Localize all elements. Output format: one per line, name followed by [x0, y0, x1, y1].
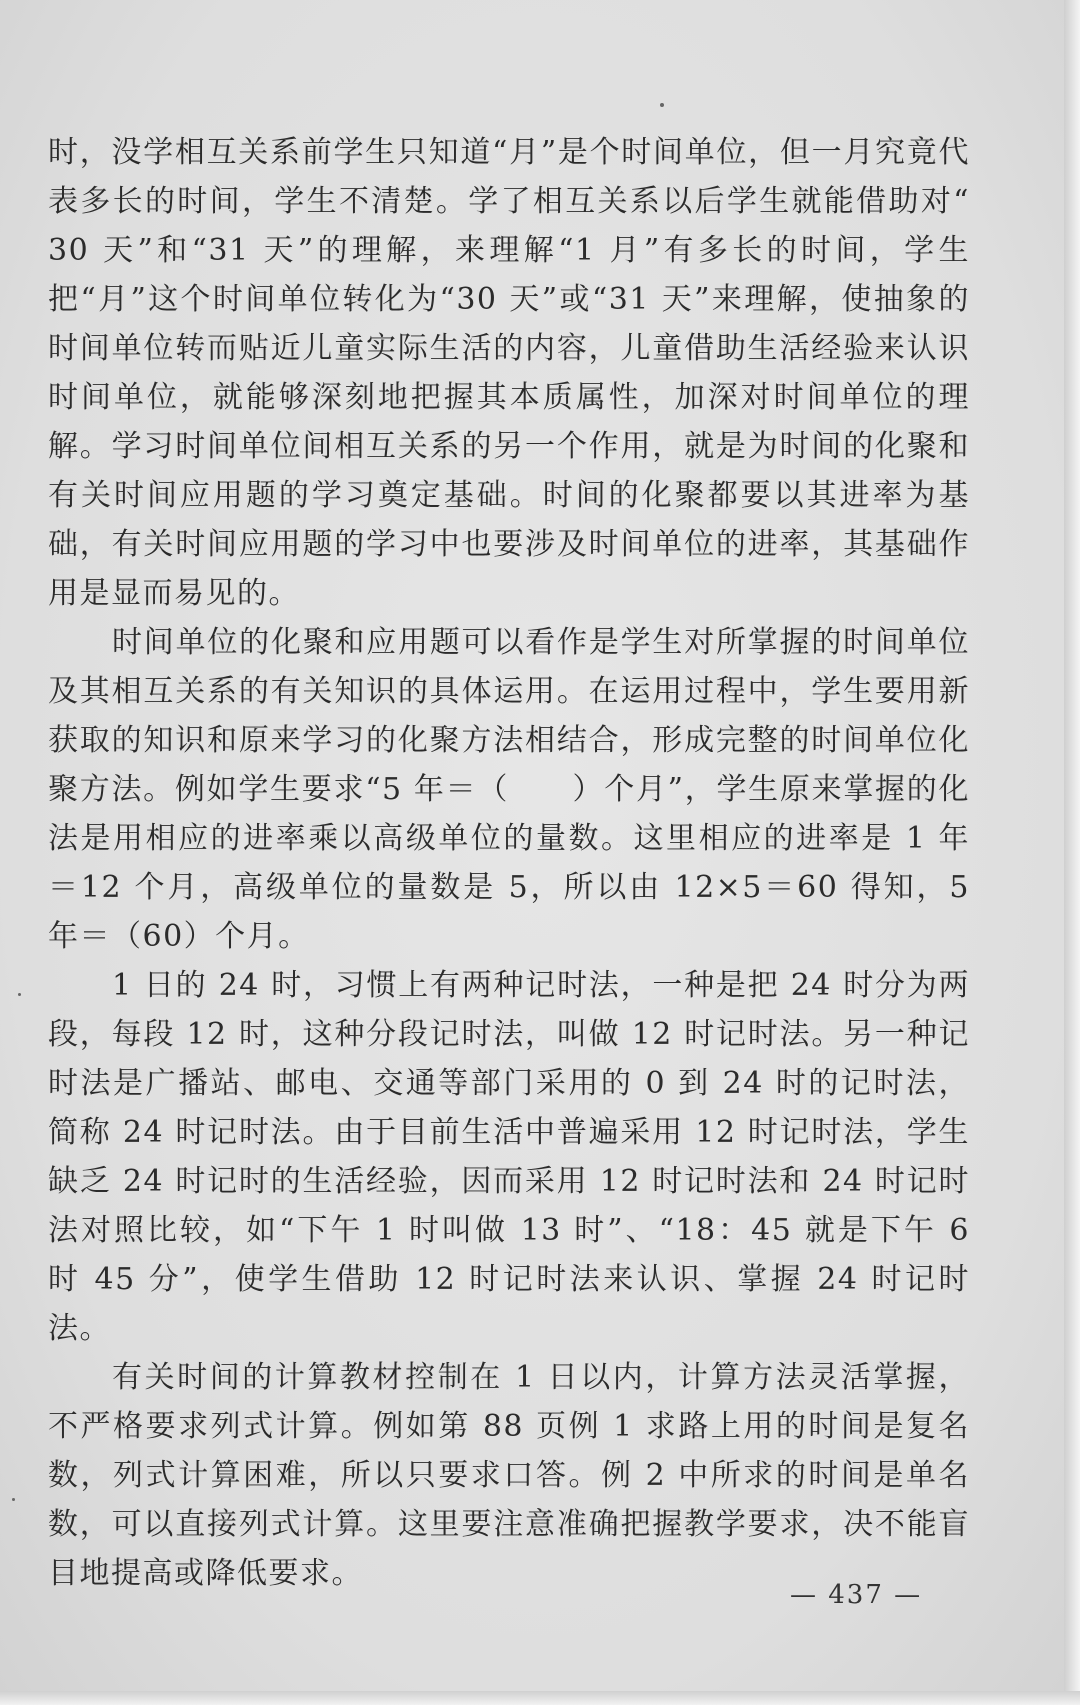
- paragraph-4: 有关时间的计算教材控制在 1 日以内，计算方法灵活掌握，不严格要求列式计算。例如第 88 页例 1 求路上用的时间是复名数，列式计算困难，所以只要求口答。例 2 中所求的时间是单名数，可以直接列式计算。这里要注意准确把握教学要求，决不能盲目地提高或降低要求。: [48, 1360, 970, 1591]
- page-edge-bottom: [0, 1691, 1080, 1705]
- print-speck: [18, 993, 21, 996]
- paragraph-2: 时间单位的化聚和应用题可以看作是学生对所掌握的时间单位及其相互关系的有关知识的具体运用。在运用过程中，学生要用新获取的知识和原来学习的化聚方法相结合，形成完整的时间单位化聚方法。例如学生要求“5 年＝（ ）个月”，学生原来掌握的化法是用相应的进率乘以高级单位的量数。这里相应的进率是 1 年＝12 个月，高级单位的量数是 5，所以由 12×5＝60 得知，5 年＝（60）个月。: [48, 625, 970, 954]
- page-edge-right: [1064, 0, 1080, 1705]
- body-text: [48, 128, 970, 1598]
- paragraph-1: 时，没学相互关系前学生只知道“月”是个时间单位，但一月究竟代表多长的时间，学生不清楚。学了相互关系以后学生就能借助对“ 30 天”和“31 天”的理解，来理解“1 月”有多长的时间，学生把“月”这个时间单位转化为“30 天”或“31 天”来理解，使抽象的时间单位转而贴近儿童实际生活的内容，儿童借助生活经验来认识时间单位，就能够深刻地把握其本质属性，加深对时间单位的理解。学习时间单位间相互关系的另一个作用，就是为时间的化聚和有关时间应用题的学习奠定基础。时间的化聚都要以其进率为基础，有关时间应用题的学习中也要涉及时间单位的进率，其基础作用是显而易见的。: [48, 135, 970, 611]
- page-number: — 437 —: [790, 1580, 923, 1610]
- print-speck: [12, 1498, 15, 1501]
- paragraph-3: 1 日的 24 时，习惯上有两种记时法，一种是把 24 时分为两段，每段 12 时，这种分段记时法，叫做 12 时记时法。另一种记时法是广播站、邮电、交通等部门采用的 0 到 24 时的记时法，简称 24 时记时法。由于目前生活中普遍采用 12 时记时法，学生缺乏 24 时记时的生活经验，因而采用 12 时记时法和 24 时记时法对照比较，如“下午 1 时叫做 13 时”、“18：45 就是下午 6 时 45 分”，使学生借助 12 时记时法来认识、掌握 24 时记时法。: [48, 968, 970, 1346]
- print-speck: [660, 103, 664, 107]
